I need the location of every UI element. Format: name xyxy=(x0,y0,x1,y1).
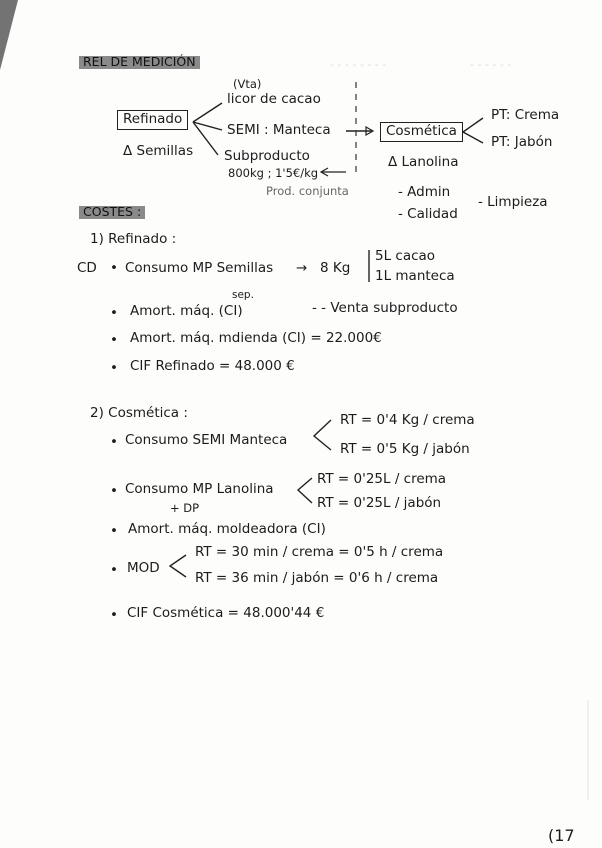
costes-title: COSTES : xyxy=(79,206,145,219)
cacao-output: 5L cacao xyxy=(375,248,436,264)
venta-subproducto: - - Venta subproducto xyxy=(312,300,458,316)
bullet: • xyxy=(110,360,118,376)
amort-maquina: Amort. máq. (CI) xyxy=(130,303,243,319)
subproducto-label: Subproducto xyxy=(224,148,310,164)
mod-jabon: RT = 36 min / jabón = 0'6 h / crema xyxy=(195,570,439,586)
dp-label: + DP xyxy=(170,501,200,515)
bullet: • xyxy=(110,562,118,578)
bullet: • xyxy=(110,434,118,450)
bleed-through: - - - - - - xyxy=(470,58,512,71)
rt-jabon: RT = 0'5 Kg / jabón xyxy=(340,441,470,457)
cif-refinado: CIF Refinado = 48.000 € xyxy=(130,358,295,374)
bullet: • xyxy=(110,483,118,499)
pt-crema-label: PT: Crema xyxy=(491,107,560,123)
lanolina-label: Δ Lanolina xyxy=(388,154,459,170)
cif-cosmetica: CIF Cosmética = 48.000'44 € xyxy=(127,605,325,621)
amort-molienda: Amort. máq. mdienda (CI) = 22.000€ xyxy=(130,330,382,346)
refinado-box: Refinado xyxy=(117,110,188,130)
mod-label: MOD xyxy=(127,560,160,576)
calidad-label: - Calidad xyxy=(398,206,458,222)
page-number-value: 17 xyxy=(554,826,575,845)
bullet: • xyxy=(110,260,118,276)
cosmetica-heading: 2) Cosmética : xyxy=(90,405,188,421)
rt-l-crema: RT = 0'25L / crema xyxy=(317,471,447,487)
licor-label: licor de cacao xyxy=(227,91,321,107)
rt-l-jabon: RT = 0'25L / jabón xyxy=(317,495,442,511)
bullet: • xyxy=(110,523,118,539)
semillas-label: Δ Semillas xyxy=(123,143,194,159)
bleed-through: - - - - - - - - xyxy=(330,58,387,71)
mod-crema: RT = 30 min / crema = 0'5 h / crema xyxy=(195,544,444,560)
amort-moldeadora: Amort. máq. moldeadora (CI) xyxy=(128,521,326,537)
arrow-icon: → xyxy=(296,260,308,276)
limpieza-label: - Limpieza xyxy=(478,194,548,210)
bullet: • xyxy=(110,332,118,348)
admin-label: - Admin xyxy=(398,184,451,200)
consumo-lanolina: Consumo MP Lanolina xyxy=(125,481,274,497)
manteca-output: 1L manteca xyxy=(375,268,455,284)
vta-label: (Vta) xyxy=(233,77,262,91)
consumo-semi-manteca: Consumo SEMI Manteca xyxy=(125,432,288,448)
bullet: • xyxy=(110,607,118,623)
consumo-semillas: Consumo MP Semillas xyxy=(125,260,274,276)
prod-conjunta-label: Prod. conjunta xyxy=(266,184,349,198)
refinado-heading: 1) Refinado : xyxy=(90,231,177,247)
kg-value: 8 Kg xyxy=(320,260,351,276)
semi-label: SEMI : Manteca xyxy=(227,122,331,138)
bullet: • xyxy=(110,305,118,321)
cosmetica-box: Cosmética xyxy=(380,122,463,142)
cd-label: CD xyxy=(77,260,97,276)
section-title: REL DE MEDICIÓN xyxy=(79,56,200,69)
sep-note: sep. xyxy=(232,289,254,301)
subproducto-detail: 800kg ; 1'5€/kg xyxy=(228,166,319,180)
pt-jabon-label: PT: Jabón xyxy=(491,134,553,150)
page-number: (17 xyxy=(548,826,575,845)
rt-crema: RT = 0'4 Kg / crema xyxy=(340,412,475,428)
